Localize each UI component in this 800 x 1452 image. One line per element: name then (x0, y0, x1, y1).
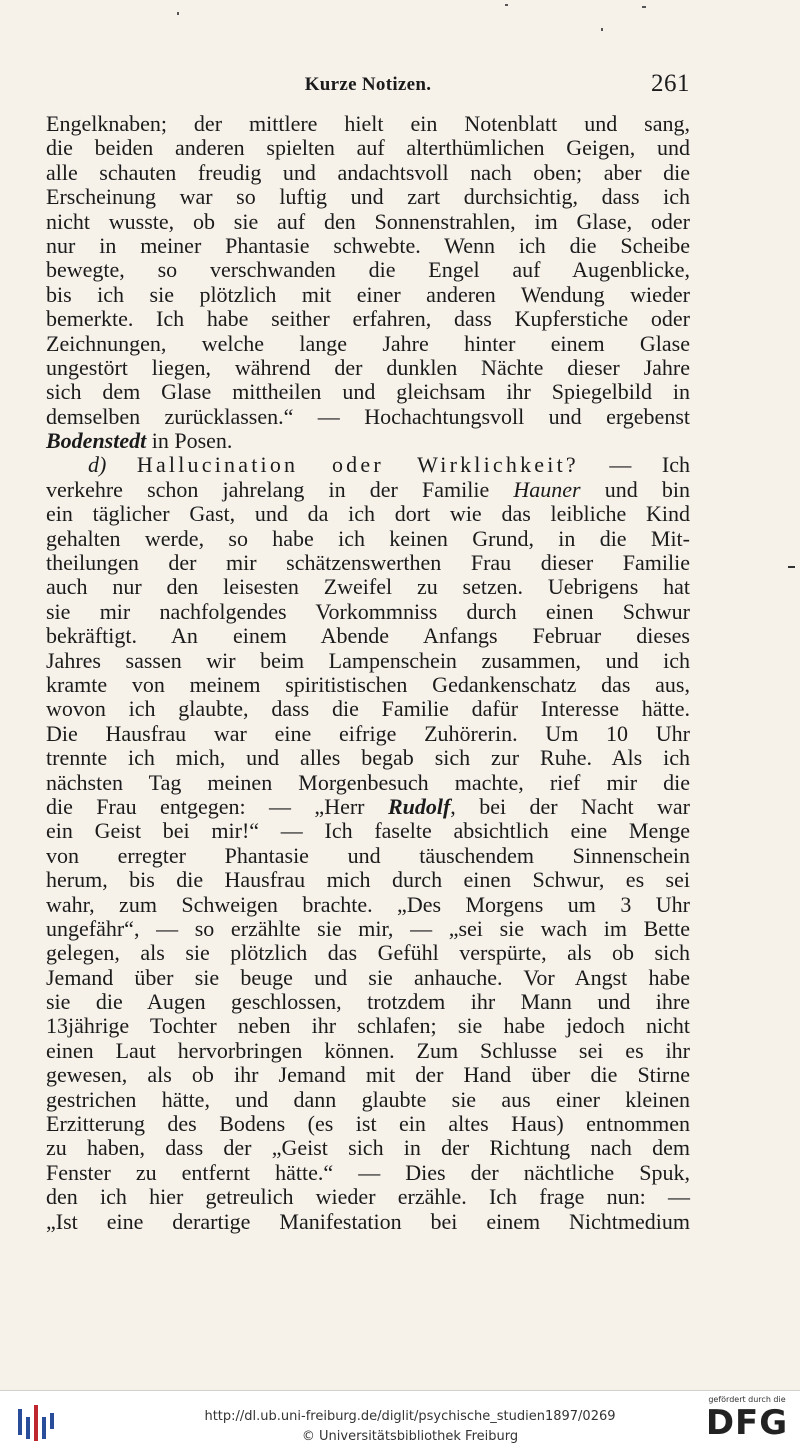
text-line: Erzitterung des Bodens (es ist ein altes Haus) entnommen (46, 1111, 690, 1137)
text-line: alle schauten freudig und andachtsvoll nach oben; aber die (46, 159, 690, 185)
text-line: ein täglicher Gast, und da ich dort wie das leibliche Kind (46, 501, 690, 527)
section-heading-line (46, 453, 690, 477)
text-line: nächsten Tag meinen Morgenbesuch machte, rief mir die (46, 769, 690, 795)
text-line: Fenster zu entfernt hätte.“ — Dies der nächtliche Spuk, (46, 1159, 690, 1185)
text-line: sich dem Glase mittheilen und gleichsam ihr Spiegelbild in (46, 379, 690, 405)
text-line: Jemand über sie beuge und sie anhauche. Vor Angst habe (46, 964, 690, 990)
text-line: herum, bis die Hausfrau mich durch einen Schwur, es sei (46, 867, 690, 893)
text-line: ungestört liegen, während der dunklen Nächte dieser Jahre (46, 354, 690, 380)
page-number: 261 (651, 70, 690, 97)
section-line-rest: — Ich (578, 452, 691, 478)
ub-freiburg-logo-icon[interactable] (16, 1403, 56, 1443)
viewer-footer (0, 1390, 800, 1452)
text-fragment: verkehre schon jahrelang in der Familie (46, 476, 514, 502)
text-line: gewesen, als ob ihr Jemand mit der Hand über die Stirne (46, 1062, 690, 1088)
dfg-wordmark: DFG (705, 1403, 789, 1443)
text-fragment: , bei der Nacht war (450, 793, 690, 819)
text-line: bemerkte. Ich habe seither erfahren, dass Kupferstiche oder (46, 306, 690, 332)
text-line: zu haben, dass der „Geist sich in der Richtung nach dem (46, 1135, 690, 1161)
text-line: „Ist eine derartige Manifestation bei einem Nichtmedium (46, 1208, 690, 1234)
text-line: gelegen, als sie plötzlich das Gefühl verspürte, als ob sich (46, 940, 690, 966)
text-line: bewegte, so verschwanden die Engel auf Augenblicke, (46, 257, 690, 283)
text-line: wovon ich glaubte, dass die Familie dafür Interesse hätte. (46, 696, 690, 722)
copyright-text: © Universitätsbibliothek Freiburg (301, 1429, 519, 1444)
text-line: demselben zurücklassen.“ — Hochachtungsvoll und ergebenst (46, 403, 690, 429)
text-line: Die Hausfrau war eine eifrige Zuhörerin. Um 10 Uhr (46, 720, 690, 746)
body-text (46, 112, 690, 1234)
signature-place: in Posen. (146, 428, 233, 454)
text-fragment: und bin (580, 476, 690, 502)
text-fragment: die Frau entgegen: — „Herr (46, 793, 388, 819)
margin-mark (788, 566, 795, 568)
text-line: Erscheinung war so luftig und zart durchsichtig, dass ich (46, 184, 690, 210)
text-line: gehalten werde, so habe ich keinen Grund, in die Mit- (46, 525, 690, 551)
name-rudolf: Rudolf (387, 793, 451, 819)
text-line: kramte von meinem spiritistischen Gedankenschatz das aus, (46, 671, 690, 697)
text-line: auch nur den leisesten Zweifel zu setzen. Uebrigens hat (46, 574, 690, 600)
page-header (46, 70, 690, 102)
text-line: nur in meiner Phantasie schwebte. Wenn ich die Scheibe (46, 232, 690, 258)
text-line: gestrichen hätte, und dann glaubte sie aus einer kleinen (46, 1086, 690, 1112)
text-line (46, 478, 690, 502)
text-line: sie die Augen geschlossen, trotzdem ihr Mann und ihre (46, 989, 690, 1015)
running-title: Kurze Notizen. (304, 74, 432, 95)
signature-line (46, 429, 690, 453)
text-line: ungefähr“, — so erzählte sie mir, — „sei sie wach im Bette (46, 915, 690, 941)
text-line: theilungen der mir schätzenswerthen Frau dieser Familie (46, 550, 690, 576)
text-line: bis ich sie plötzlich mit einer anderen Wendung wieder (46, 281, 690, 307)
text-line: nicht wusste, ob sie auf den Sonnenstrahlen, im Glase, oder (46, 208, 690, 234)
text-line: Jahres sassen wir beim Lampenschein zusammen, und ich (46, 647, 690, 673)
text-line: den ich hier getreulich wieder erzähle. Ich frage nun: — (46, 1184, 690, 1210)
section-label: d) (88, 452, 107, 478)
section-title: Hallucination oder Wirklichkeit? (136, 452, 579, 478)
text-line: Engelknaben; der mittlere hielt ein Notenblatt und sang, (46, 111, 690, 136)
text-line: 13jährige Tochter neben ihr schlafen; sie habe jedoch nicht (46, 1013, 690, 1039)
text-line: ein Geist bei mir!“ — Ich faselte absichtlich eine Menge (46, 818, 690, 844)
name-hauner: Hauner (513, 476, 581, 502)
text-line: trennte ich mich, und alles begab sich zur Ruhe. Als ich (46, 745, 690, 771)
signature-name: Bodenstedt (46, 428, 147, 454)
text-line: Zeichnungen, welche lange Jahre hinter einem Glase (46, 330, 690, 356)
page-url[interactable]: http://dl.ub.uni-freiburg.de/diglit/psychische_studien1897/0269 (204, 1409, 616, 1424)
dfg-tagline: gefördert durch die (708, 1395, 786, 1404)
text-line: wahr, zum Schweigen brachte. „Des Morgens um 3 Uhr (46, 891, 690, 917)
text-line: die beiden anderen spielten auf alterthümlichen Geigen, und (46, 135, 690, 161)
text-line: einen Laut hervorbringen können. Zum Schlusse sei es ihr (46, 1037, 690, 1063)
text-line: sie mir nachfolgendes Vorkommniss durch einen Schwur (46, 598, 690, 624)
text-line: bekräftigt. An einem Abende Anfangs Februar dieses (46, 623, 690, 649)
text-line (46, 795, 690, 819)
dfg-logo[interactable] (702, 1395, 792, 1442)
text-line: von erregter Phantasie und täuschendem Sinnenschein (46, 842, 690, 868)
